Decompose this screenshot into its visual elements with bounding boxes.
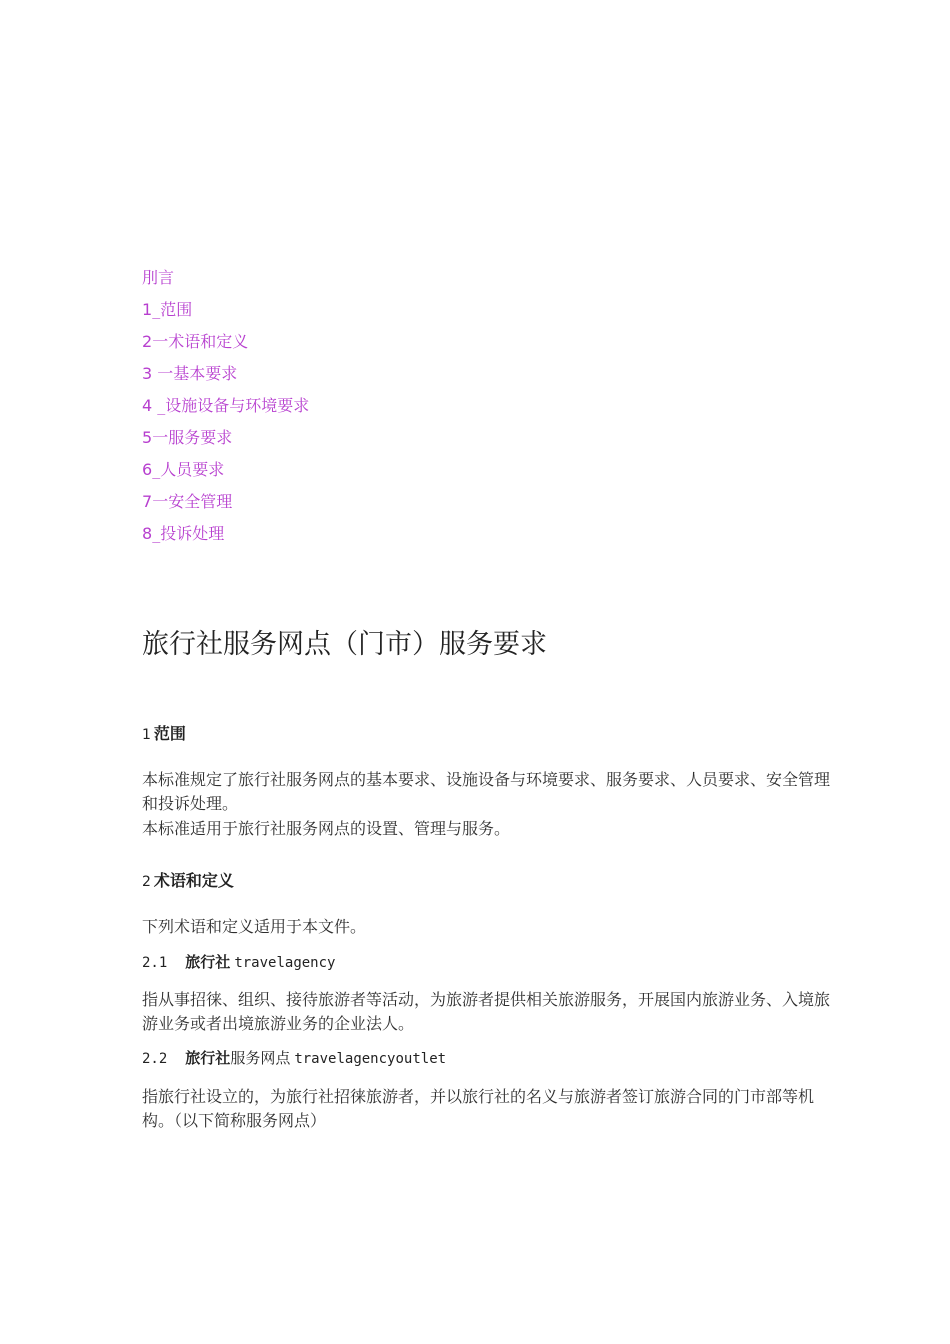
toc-item-label: 一术语和定义 — [152, 332, 249, 351]
table-of-contents — [142, 262, 309, 550]
section-heading-terms — [142, 868, 234, 891]
toc-item-number: 8 — [142, 524, 153, 543]
term-name-extra: 服务网点 — [230, 1049, 291, 1067]
term-name: 旅行社 — [185, 1049, 231, 1067]
term-definition-travel-agency-outlet: 指旅行社设立的，为旅行社招徕旅游者，并以旅行社的名义与旅游者签订旅游合同的门市部等机构。（以下简称服务网点） — [142, 1087, 815, 1130]
toc-item-basic-requirements[interactable] — [142, 358, 309, 390]
toc-item-number: 5 — [142, 428, 153, 447]
term-english: travelagency — [234, 955, 336, 971]
toc-item-label: 一安全管理 — [152, 492, 233, 511]
toc-item-safety[interactable] — [142, 486, 309, 518]
toc-item-number: 3 — [142, 364, 153, 383]
toc-item-terms[interactable] — [142, 326, 309, 358]
toc-item-number: 1 — [142, 300, 153, 319]
section-title: 范围 — [153, 724, 186, 743]
document-title: 旅行社服务网点（门市）服务要求 — [142, 629, 547, 660]
scope-paragraph: 本标准规定了旅行社服务网点的基本要求、设施设备与环境要求、服务要求、人员要求、安全管理和投诉处理。 — [142, 770, 831, 813]
toc-item-number: 6 — [142, 460, 153, 479]
toc-item-label: _设施设备与环境要求 — [152, 396, 310, 415]
section-number: 2 — [142, 874, 151, 890]
term-number: 2.2 — [142, 1051, 168, 1067]
section-number: 1 — [142, 727, 151, 743]
section-heading-scope — [142, 721, 186, 744]
toc-item-label: 一服务要求 — [152, 428, 233, 447]
toc-item-number: 2 — [142, 332, 153, 351]
section-title: 术语和定义 — [153, 871, 234, 890]
toc-item-label: _范围 — [152, 300, 193, 319]
toc-item-label: _投诉处理 — [152, 524, 225, 543]
toc-item-label: 一基本要求 — [152, 364, 238, 383]
toc-item-preface[interactable] — [142, 262, 309, 294]
toc-item-number: 4 — [142, 396, 153, 415]
toc-item-label: 刖言 — [142, 268, 175, 287]
toc-item-number: 7 — [142, 492, 153, 511]
term-english: travelagencyoutlet — [294, 1051, 447, 1067]
term-heading-travel-agency-outlet — [142, 1047, 446, 1068]
toc-item-personnel[interactable] — [142, 454, 309, 486]
term-heading-travel-agency — [142, 951, 335, 972]
term-definition-travel-agency: 指从事招徕、组织、接待旅游者等活动，为旅游者提供相关旅游服务，开展国内旅游业务、入境旅游业务或者出境旅游业务的企业法人。 — [142, 990, 831, 1033]
toc-item-service-requirements[interactable] — [142, 422, 309, 454]
toc-item-label: _人员要求 — [152, 460, 225, 479]
term-number: 2.1 — [142, 955, 168, 971]
scope-applicability-paragraph: 本标准适用于旅行社服务网点的设置、管理与服务。 — [142, 819, 511, 838]
terms-intro-paragraph: 下列术语和定义适用于本文件。 — [142, 917, 367, 936]
toc-item-facilities[interactable] — [142, 390, 309, 422]
term-name: 旅行社 — [185, 953, 231, 971]
toc-item-scope[interactable] — [142, 294, 309, 326]
toc-item-complaints[interactable] — [142, 518, 309, 550]
